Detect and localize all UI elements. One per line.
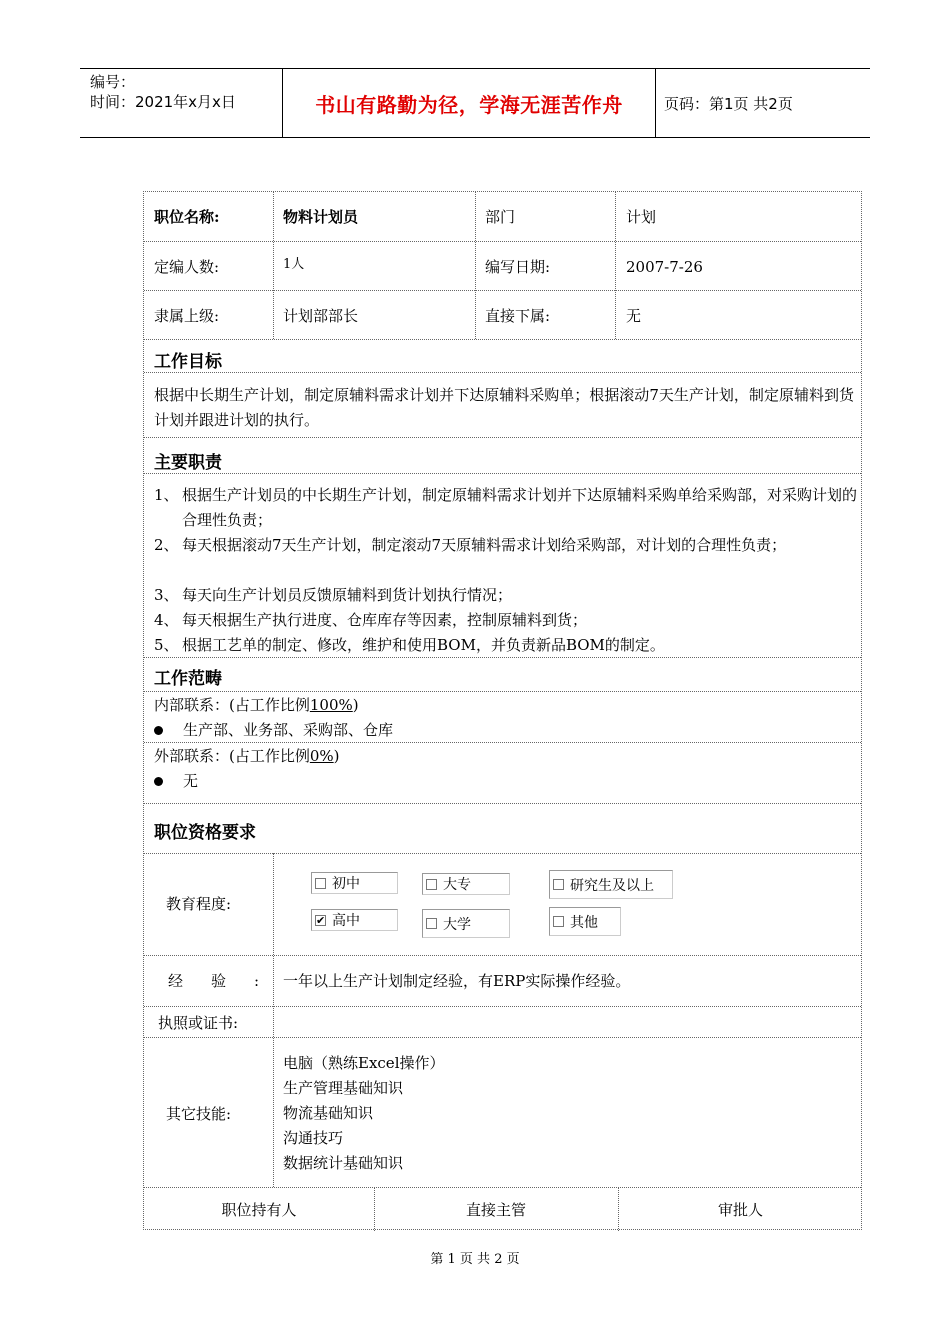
duties-title: 主要职责 [154,453,222,473]
education-label: 教育程度: [166,895,232,913]
skill-item: 沟通技巧 [283,1129,344,1147]
duty-item: 4、 每天根据生产执行进度、仓库库存等因素，控制原辅料到货； [154,611,588,629]
checkbox-icon[interactable] [426,879,437,890]
header-motto: 书山有路勤为径，学海无涯苦作舟 [282,69,656,137]
license-label: 执照或证书: [158,1014,239,1032]
position-label: 职位名称: [154,208,220,226]
experience-value: 一年以上生产计划制定经验，有ERP实际操作经验。 [283,972,631,990]
checkbox-icon[interactable] [315,878,326,889]
duty-item: 5、 根据工艺单的制定、修改，维护和使用BOM，并负责新品BOM的制定。 [154,636,665,654]
skill-item: 电脑（熟练Excel操作） [283,1054,445,1072]
header-time: 时间：2021年x月x日 [90,93,236,111]
qualifications-title: 职位资格要求 [154,823,256,843]
education-option-college[interactable]: 大专 [422,873,510,895]
internal-percent: 100% [309,696,353,714]
date-value: 2007-7-26 [626,258,703,276]
duty-item: 1、 根据生产计划员的中长期生产计划，制定原辅料需求计划并下达原辅料采购单给采购部，对采购计划的合理性负责； [154,486,858,529]
internal-items: 生产部、业务部、采购部、仓库 [154,719,393,740]
subordinate-label: 直接下属: [485,307,551,325]
external-items: 无 [154,770,198,791]
job-description-form [143,191,862,1230]
checkbox-icon[interactable] [553,916,564,927]
duty-item: 3、 每天向生产计划员反馈原辅料到货计划执行情况； [154,586,513,604]
skill-item: 数据统计基础知识 [283,1154,404,1172]
external-contact: 外部联系：(占工作比例0%) [154,747,340,765]
internal-contact: 内部联系：(占工作比例100%) [154,696,359,714]
external-percent: 0% [309,747,334,765]
headcount-label: 定编人数: [154,258,220,276]
education-option-high-school[interactable]: ✔ 高中 [311,909,398,931]
date-label: 编写日期: [485,258,551,276]
header-number: 编号： [90,73,136,91]
skills-label: 其它技能: [166,1105,232,1123]
signature-holder: 职位持有人 [221,1201,297,1219]
skill-item: 生产管理基础知识 [283,1079,404,1097]
education-option-postgraduate[interactable]: 研究生及以上 [549,870,673,899]
superior-value: 计划部部长 [283,307,359,325]
checkbox-checked-icon[interactable]: ✔ [316,913,326,927]
skill-item: 物流基础知识 [283,1104,374,1122]
scope-title: 工作范畴 [154,669,222,689]
checkbox-icon[interactable] [553,879,564,890]
goal-title: 工作目标 [154,352,222,372]
experience-label: 经验: [168,972,288,990]
education-option-other[interactable]: 其他 [549,907,621,936]
page-header [80,68,870,138]
superior-label: 隶属上级: [154,307,220,325]
header-meta [90,72,280,112]
bullet-icon [154,777,163,786]
education-option-university[interactable]: 大学 [422,909,510,938]
goal-text: 根据中长期生产计划，制定原辅料需求计划并下达原辅料采购单；根据滚动7天生产计划，制定原辅料到货计划并跟进计划的执行。 [154,386,854,429]
page-footer: 第 1 页 共 2 页 [430,1252,520,1267]
duty-item: 2、 每天根据滚动7天生产计划，制定滚动7天原辅料需求计划给采购部，对计划的合理性负责； [154,536,787,554]
dept-value: 计划 [626,208,657,226]
subordinate-value: 无 [626,307,642,325]
dept-label: 部门 [485,208,516,226]
signature-supervisor: 直接主管 [465,1201,526,1219]
header-page-info: 页码：第1页 共2页 [664,94,793,113]
checkbox-icon[interactable] [426,918,437,929]
signature-approver: 审批人 [717,1201,763,1219]
position-value: 物料计划员 [283,208,359,226]
education-option-junior-high[interactable]: 初中 [311,872,398,894]
headcount-value: 1人 [283,257,305,272]
bullet-icon [154,726,163,735]
